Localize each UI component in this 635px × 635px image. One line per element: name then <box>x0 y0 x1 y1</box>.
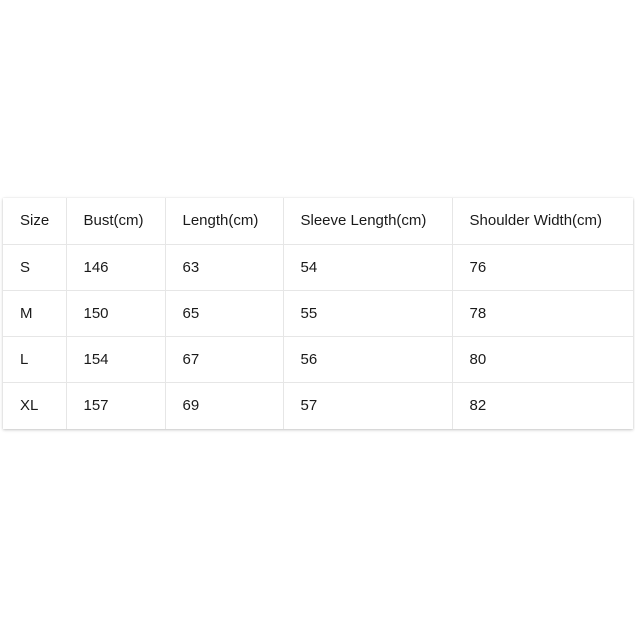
size-cell: L <box>3 336 66 382</box>
column-header-shoulder-width: Shoulder Width(cm) <box>452 198 633 244</box>
bust-cell: 154 <box>66 336 165 382</box>
table-row <box>3 336 633 382</box>
table-row <box>3 382 633 429</box>
size-chart-table <box>3 198 633 429</box>
length-cell: 63 <box>165 244 283 290</box>
length-cell: 65 <box>165 290 283 336</box>
length-cell: 69 <box>165 382 283 429</box>
size-cell: XL <box>3 382 66 429</box>
bust-cell: 150 <box>66 290 165 336</box>
shoulder-width-cell: 82 <box>469 397 487 415</box>
sleeve-length-cell: 55 <box>283 290 452 336</box>
column-header-length: Length(cm) <box>165 198 283 244</box>
table-row <box>3 290 633 336</box>
sleeve-length-cell: 54 <box>283 244 452 290</box>
column-header-sleeve-length: Sleeve Length(cm) <box>283 198 452 244</box>
size-cell: S <box>3 244 66 290</box>
column-header-size: Size <box>3 198 66 244</box>
length-cell: 67 <box>165 336 283 382</box>
size-chart-card <box>3 198 633 429</box>
sleeve-length-cell: 57 <box>283 382 452 429</box>
bust-cell: 157 <box>66 382 165 429</box>
sleeve-length-cell: 56 <box>283 336 452 382</box>
table-row <box>3 244 633 290</box>
column-header-bust: Bust(cm) <box>66 198 165 244</box>
size-cell: M <box>3 290 66 336</box>
shoulder-width-cell: 76 <box>452 244 633 290</box>
shoulder-width-cell: 80 <box>452 336 633 382</box>
table-header-row <box>3 198 633 244</box>
shoulder-width-cell: 78 <box>452 290 633 336</box>
bust-cell: 146 <box>66 244 165 290</box>
